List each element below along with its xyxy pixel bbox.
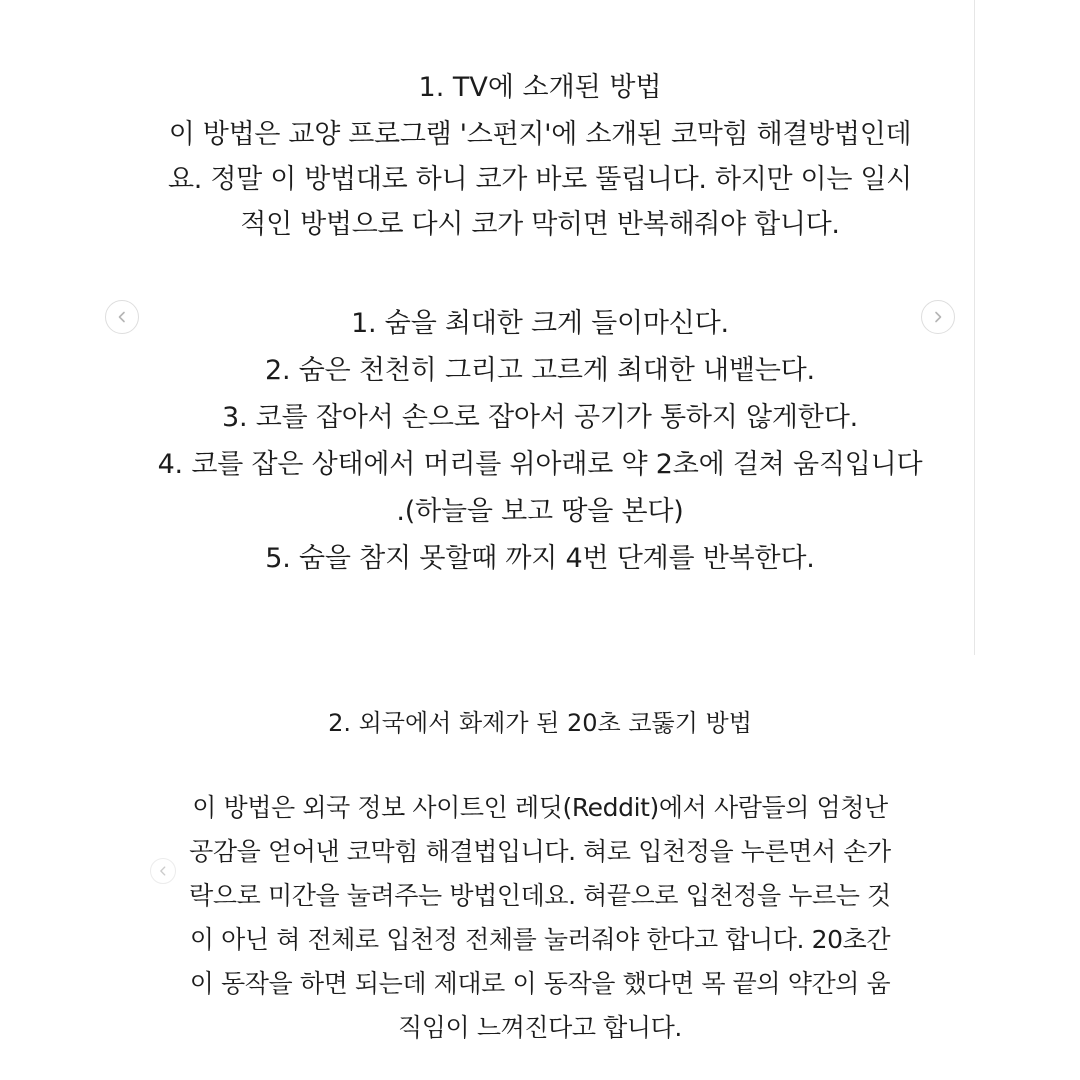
chevron-left-icon — [157, 865, 169, 877]
tv-method-description — [120, 112, 960, 247]
chevron-right-icon — [931, 310, 945, 324]
description-line: 직임이 느껴진다고 합니다. — [398, 1013, 682, 1042]
description-line: 요. 정말 이 방법대로 하니 코가 바로 뚤립니다. 하지만 이는 일시 — [168, 164, 912, 195]
foreign-method-description — [150, 786, 930, 1050]
section-heading-tv-method: 1. TV에 소개된 방법 — [418, 72, 662, 103]
step-item: 2. 숨은 천천히 그리고 고르게 최대한 내뱉는다. — [265, 355, 815, 386]
step-item: 4. 코를 잡은 상태에서 머리를 위아래로 약 2초에 걸쳐 움직입니다 — [157, 449, 923, 480]
step-item: 5. 숨을 참지 못할때 까지 4번 단계를 반복한다. — [265, 543, 815, 574]
description-line: 이 동작을 하면 되는데 제대로 이 동작을 했다면 목 끝의 약간의 움 — [189, 969, 891, 998]
description-line: 적인 방법으로 다시 코가 막히면 반복해줘야 합니다. — [240, 209, 840, 240]
description-line: 공감을 얻어낸 코막힘 해결법입니다. 혀로 입천정을 누른면서 손가 — [189, 837, 891, 866]
step-item: 3. 코를 잡아서 손으로 잡아서 공기가 통하지 않게한다. — [222, 402, 858, 433]
description-line: 이 방법은 외국 정보 사이트인 레딧(Reddit)에서 사람들의 엄청난 — [192, 793, 888, 822]
section-heading-foreign-method: 2. 외국에서 화제가 된 20초 코뚫기 방법 — [328, 709, 752, 737]
step-item: 1. 숨을 최대한 크게 들이마신다. — [351, 308, 729, 339]
carousel-prev-button[interactable] — [105, 300, 139, 334]
description-line: 이 방법은 교양 프로그램 '스펀지'에 소개된 코막힘 해결방법인데 — [168, 119, 912, 150]
step-list — [90, 300, 990, 582]
carousel-next-button[interactable] — [921, 300, 955, 334]
step-item: .(하늘을 보고 땅을 본다) — [396, 496, 684, 527]
description-line: 이 아닌 혀 전체로 입천정 전체를 눌러줘야 한다고 합니다. 20초간 — [189, 925, 891, 954]
chevron-left-icon — [115, 310, 129, 324]
description-line: 락으로 미간을 눌려주는 방법인데요. 혀끝으로 입천정을 누르는 것 — [189, 881, 891, 910]
carousel-prev-button-2[interactable] — [150, 858, 176, 884]
